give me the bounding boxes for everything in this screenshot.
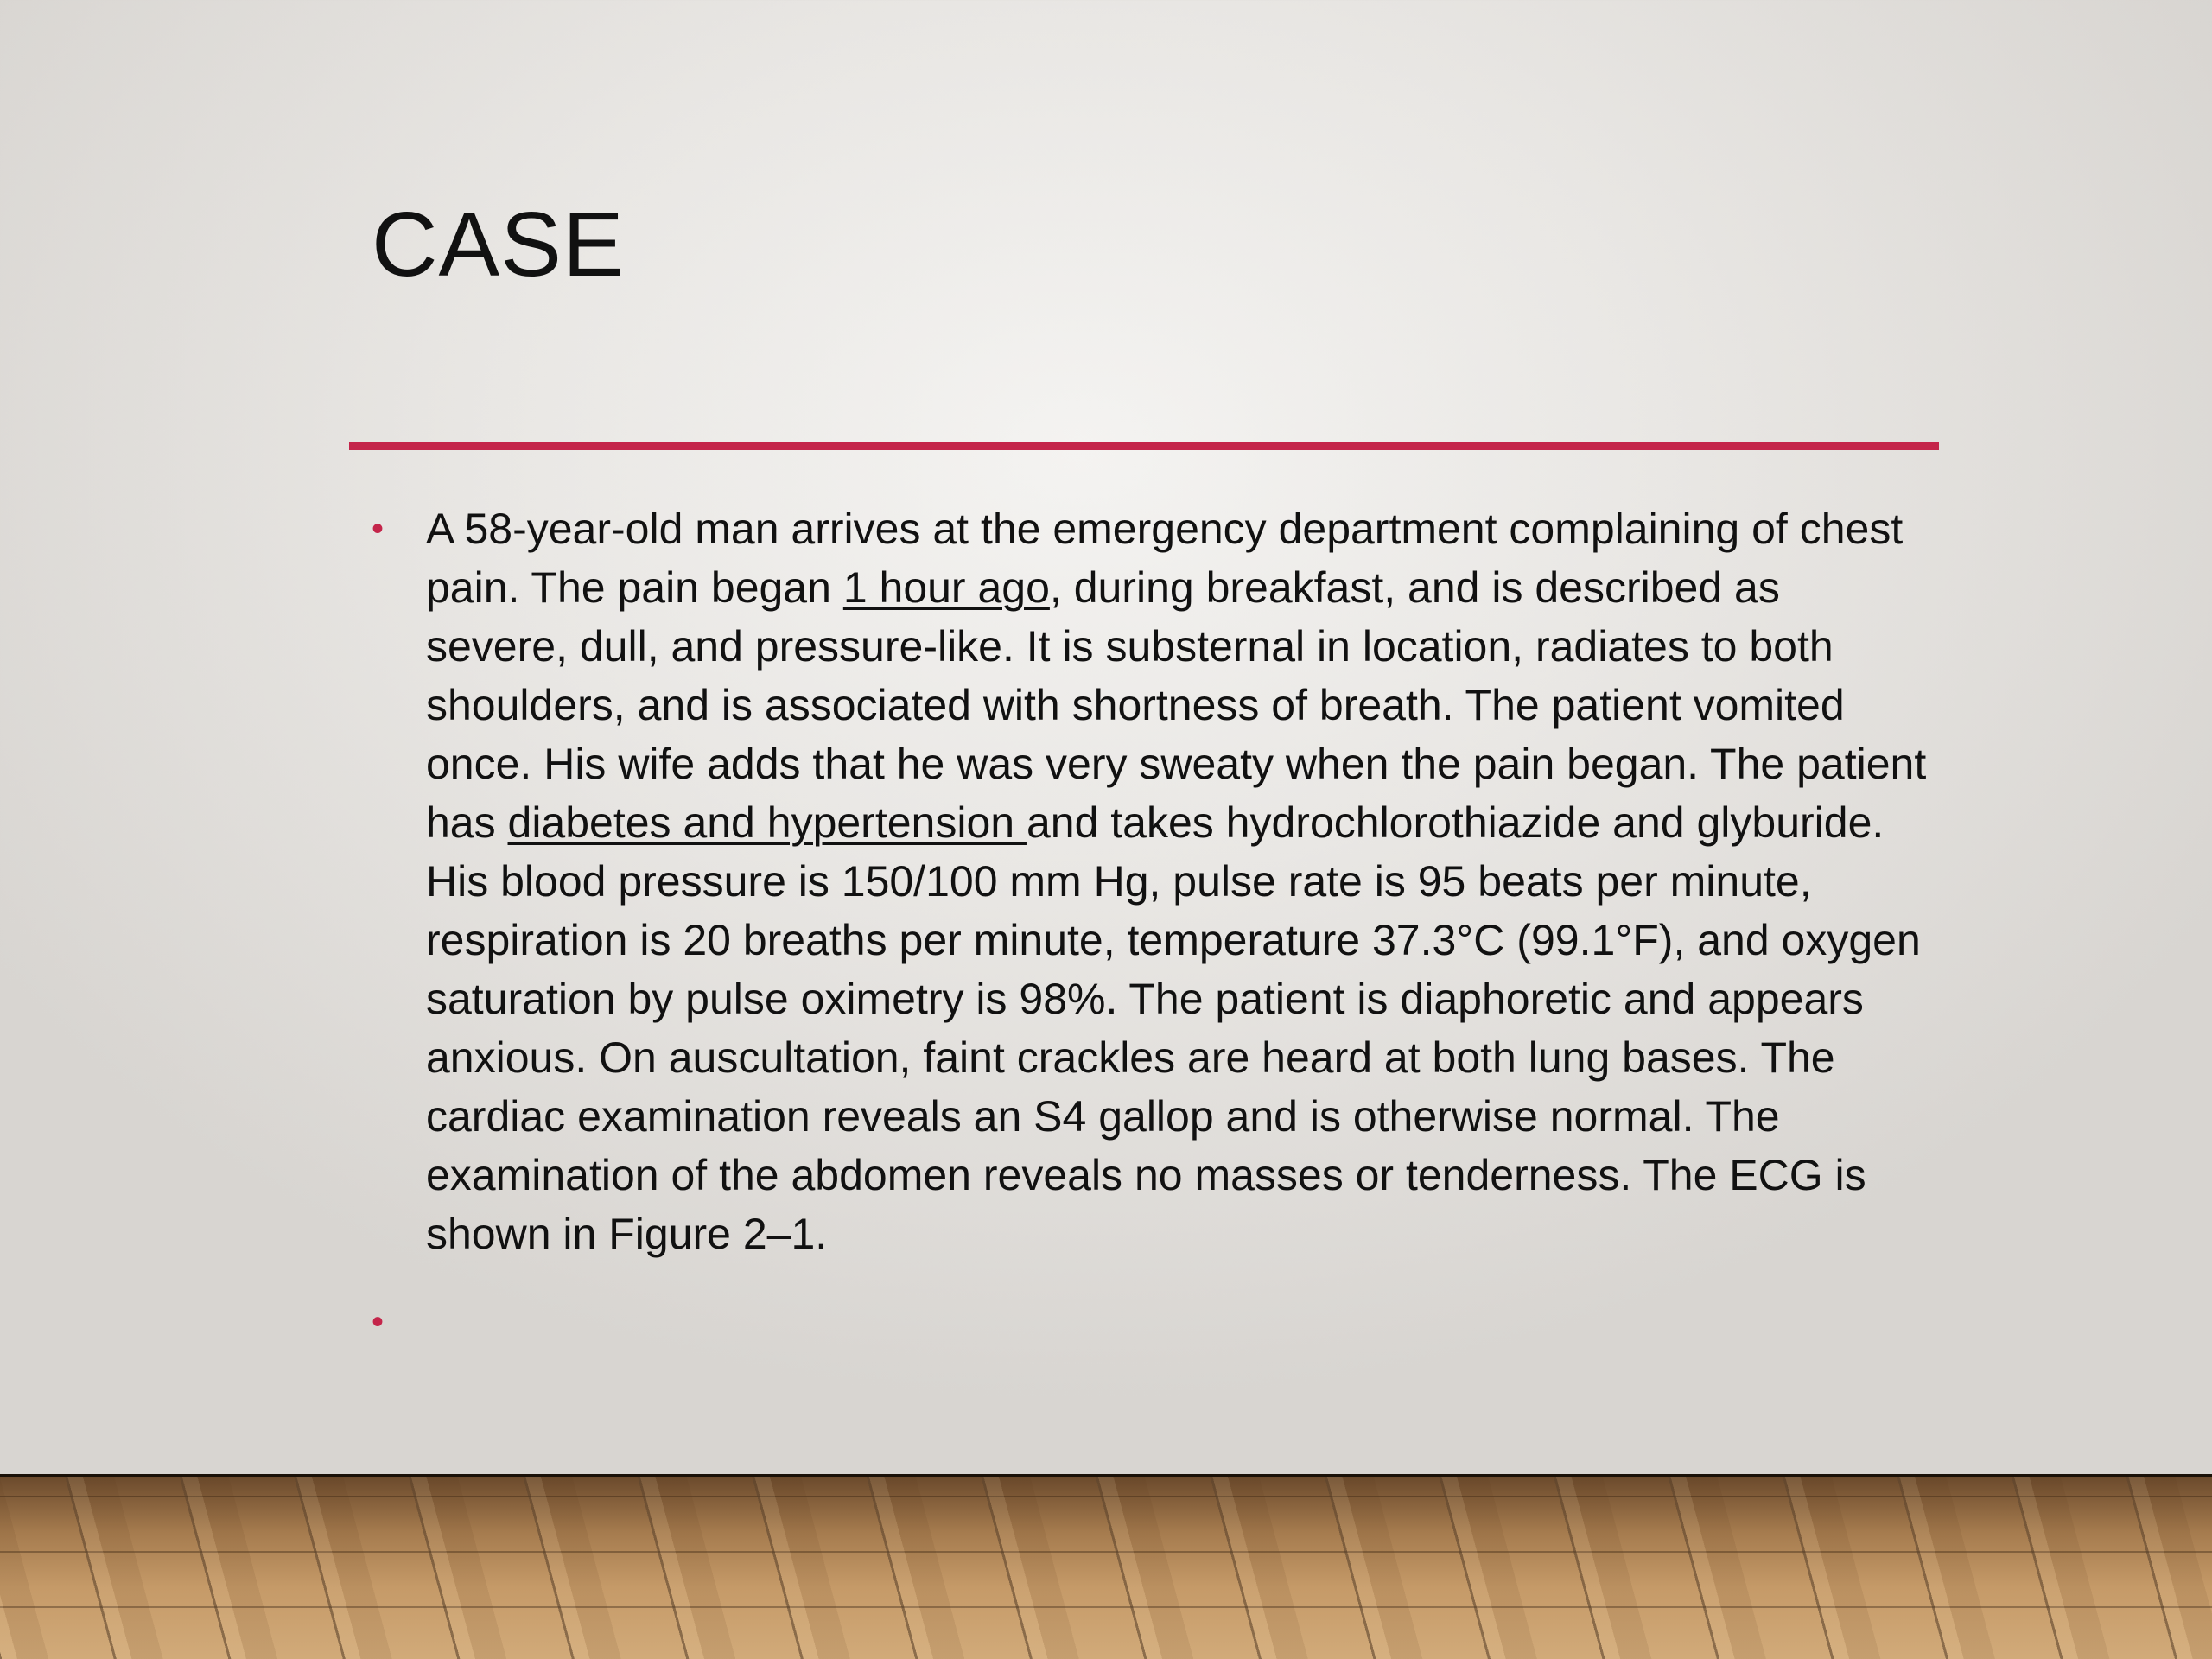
bullet-icon: • (372, 1303, 385, 1341)
bullet-list (372, 499, 1927, 1351)
bullet-item-empty (372, 1293, 1927, 1351)
wood-floor-decoration (0, 1474, 2212, 1659)
slide-title: CASE (372, 194, 625, 296)
case-text-part-2: , during breakfast, and is described as severe, dull, and pressure-like. It is substernal in location, radiates to both shoulders, and is associated with shortness of breath. The patient vomited once. His wife adds that he was very sweaty when the pain began. The patient has (426, 563, 1927, 847)
case-text-onset-underlined: 1 hour ago (842, 563, 1050, 612)
wood-grain-texture (0, 1477, 2212, 1659)
bullet-item-case-description (372, 499, 1927, 1263)
case-text-history-underlined: diabetes and hypertension (507, 798, 1027, 847)
case-text-part-1: A 58-year-old man arrives at the emergency department complaining of chest pain. The pain began (426, 505, 1904, 612)
title-divider-line (349, 442, 1939, 450)
case-text-part-3: and takes hydrochlorothiazide and glyburide. His blood pressure is 150/100 mm Hg, pulse rate is 95 beats per minute, respiration is 20 breaths per minute, temperature 37.3°C (99.1°F), and oxygen saturation by pulse oximetry is 98%. The patient is diaphoretic and appears anxious. On auscultation, faint crackles are heard at both lung bases. The cardiac examination reveals an S4 gallop and is otherwise normal. The examination of the abdomen reveals no masses or tenderness. The ECG is shown in Figure 2–1. (426, 798, 1921, 1258)
bullet-icon: • (372, 510, 385, 548)
